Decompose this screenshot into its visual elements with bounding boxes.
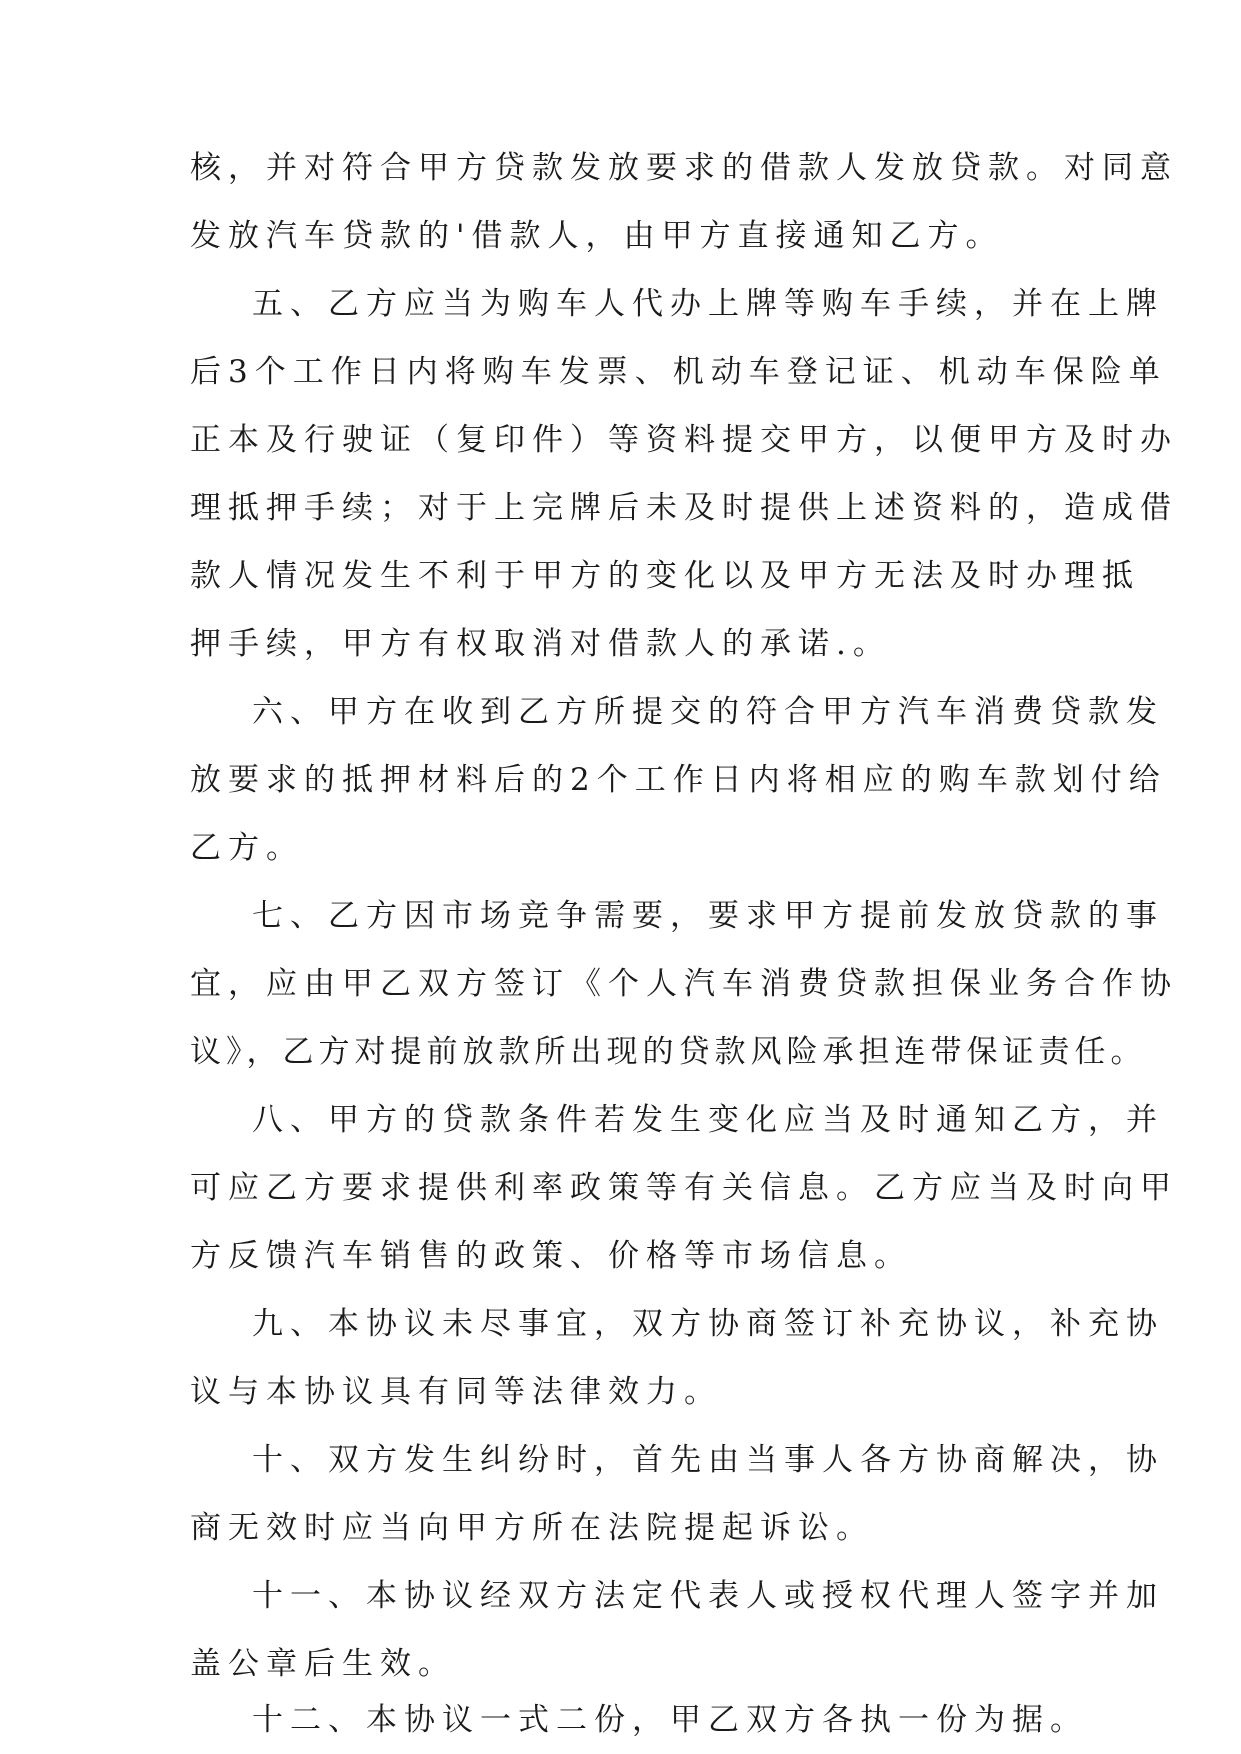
clause-5-heading-line: 五、乙方应当为购车人代办上牌等购车手续，并在上牌 (252, 286, 1164, 322)
text-line: 款人情况发生不利于甲方的变化以及甲方无法及时办理抵 (190, 558, 1140, 594)
text-line: 理抵押手续；对于上完牌后未及时提供上述资料的，造成借 (190, 490, 1178, 526)
clause-12-heading-line: 十二、本协议一式二份，甲乙双方各执一份为据。 (252, 1702, 1088, 1738)
text-line: 议》，乙方对提前放款所出现的贷款风险承担连带保证责任。 (190, 1034, 1147, 1070)
text-line: 正本及行驶证（复印件）等资料提交甲方，以便甲方及时办 (190, 422, 1178, 458)
text-line: 乙方。 (190, 830, 304, 866)
clause-11-heading-line: 十一、本协议经双方法定代表人或授权代理人签字并加 (252, 1578, 1164, 1614)
clause-6-heading-line: 六、甲方在收到乙方所提交的符合甲方汽车消费贷款发 (252, 694, 1164, 730)
text-line: 发放汽车贷款的'借款人，由甲方直接通知乙方。 (190, 218, 1004, 254)
text-line: 方反馈汽车销售的政策、价格等市场信息。 (190, 1238, 912, 1274)
text-line: 放要求的抵押材料后的2个工作日内将相应的购车款划付给 (190, 762, 1167, 798)
text-line: 宜，应由甲乙双方签订《个人汽车消费贷款担保业务合作协 (190, 966, 1178, 1002)
clause-10-heading-line: 十、双方发生纠纷时，首先由当事人各方协商解决，协 (252, 1442, 1164, 1478)
text-line: 商无效时应当向甲方所在法院提起诉讼。 (190, 1510, 874, 1546)
clause-7-heading-line: 七、乙方因市场竞争需要，要求甲方提前发放贷款的事 (252, 898, 1164, 934)
text-line: 押手续，甲方有权取消对借款人的承诺.。 (190, 626, 891, 662)
clause-9-heading-line: 九、本协议未尽事宜，双方协商签订补充协议，补充协 (252, 1306, 1164, 1342)
text-line: 核，并对符合甲方贷款发放要求的借款人发放贷款。对同意 (190, 150, 1178, 186)
text-line: 议与本协议具有同等法律效力。 (190, 1374, 722, 1410)
text-line: 后3个工作日内将购车发票、机动车登记证、机动车保险单 (190, 354, 1167, 390)
text-line: 盖公章后生效。 (190, 1646, 456, 1682)
clause-8-heading-line: 八、甲方的贷款条件若发生变化应当及时通知乙方，并 (252, 1102, 1164, 1138)
text-line: 可应乙方要求提供利率政策等有关信息。乙方应当及时向甲 (190, 1170, 1178, 1206)
